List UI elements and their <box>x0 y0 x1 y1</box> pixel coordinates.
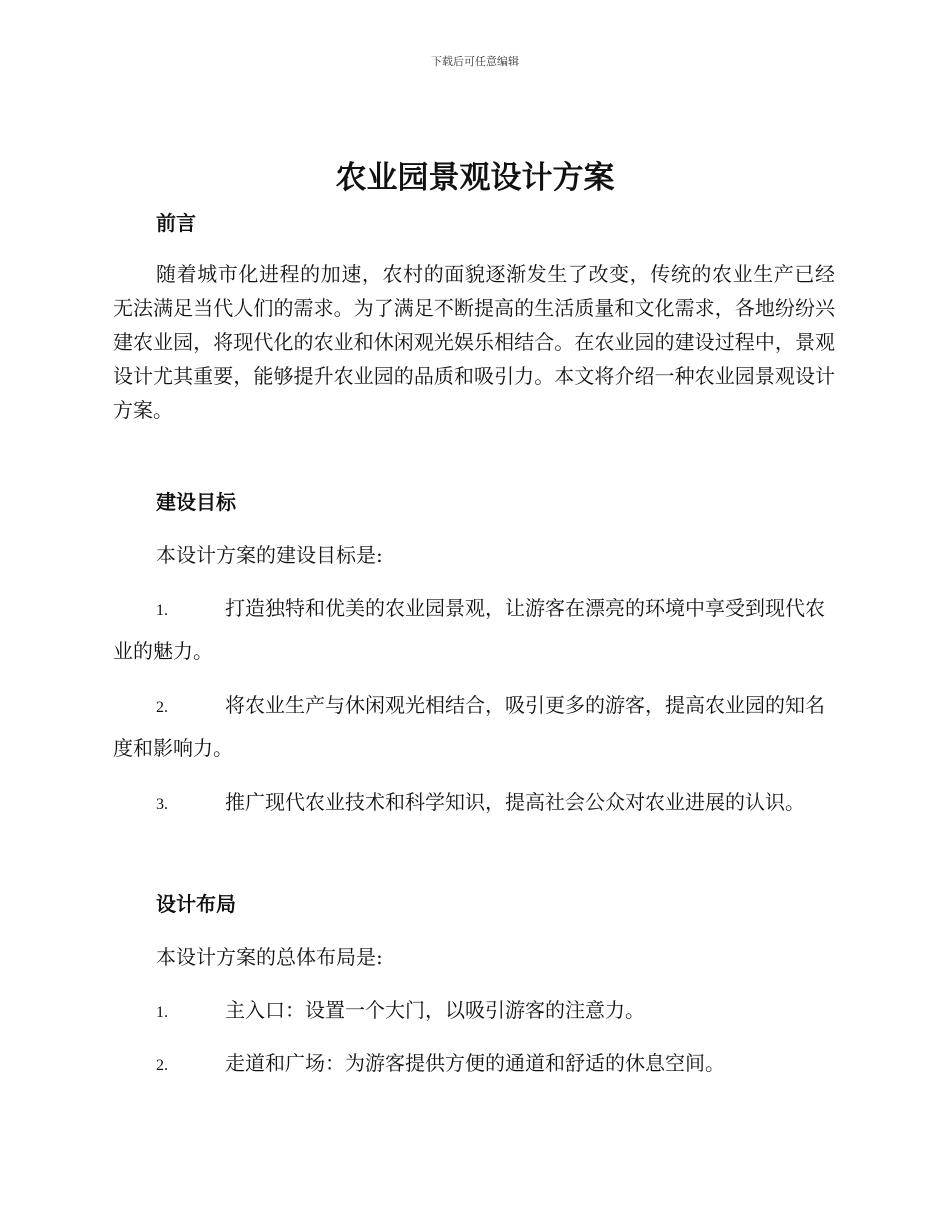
list-item-text: 主入口：设置一个大门，以吸引游客的注意力。 <box>225 998 645 1022</box>
section-heading-goals: 建设目标 <box>156 490 236 514</box>
goal-item <box>113 588 835 671</box>
list-item-text: 打造独特和优美的农业园景观，让游客在漂亮的环境中享受到现代农业的魅力。 <box>113 596 825 663</box>
header-note: 下载后可任意编辑 <box>431 55 519 68</box>
layout-intro: 本设计方案的总体布局是: <box>156 945 383 969</box>
goal-item <box>113 782 835 825</box>
goals-intro: 本设计方案的建设目标是: <box>156 543 383 567</box>
layout-item <box>113 990 835 1033</box>
list-number: 1. <box>156 1004 168 1021</box>
layout-item <box>113 1043 835 1086</box>
list-item-text: 推广现代农业技术和科学知识，提高社会公众对农业进展的认识。 <box>225 790 805 814</box>
list-item-text: 将农业生产与休闲观光相结合，吸引更多的游客，提高农业园的知名度和影响力。 <box>113 693 825 760</box>
preface-paragraph: 随着城市化进程的加速，农村的面貌逐渐发生了改变，传统的农业生产已经无法满足当代人们的需求。为了满足不断提高的生活质量和文化需求，各地纷纷兴建农业园，将现代化的农业和休闲观光娱乐相结合。在农业园的建设过程中，景观设计尤其重要，能够提升农业园的品质和吸引力。本文将介绍一种农业园景观设计方案。 <box>113 262 835 422</box>
section-heading-layout: 设计布局 <box>156 892 236 916</box>
list-number: 1. <box>156 602 168 619</box>
document-title: 农业园景观设计方案 <box>335 160 615 196</box>
list-number: 2. <box>156 699 168 716</box>
list-item-text: 走道和广场：为游客提供方便的通道和舒适的休息空间。 <box>225 1051 725 1075</box>
list-number: 3. <box>156 796 168 813</box>
list-number: 2. <box>156 1057 168 1074</box>
goal-item <box>113 685 835 768</box>
section-heading-preface: 前言 <box>156 211 196 235</box>
